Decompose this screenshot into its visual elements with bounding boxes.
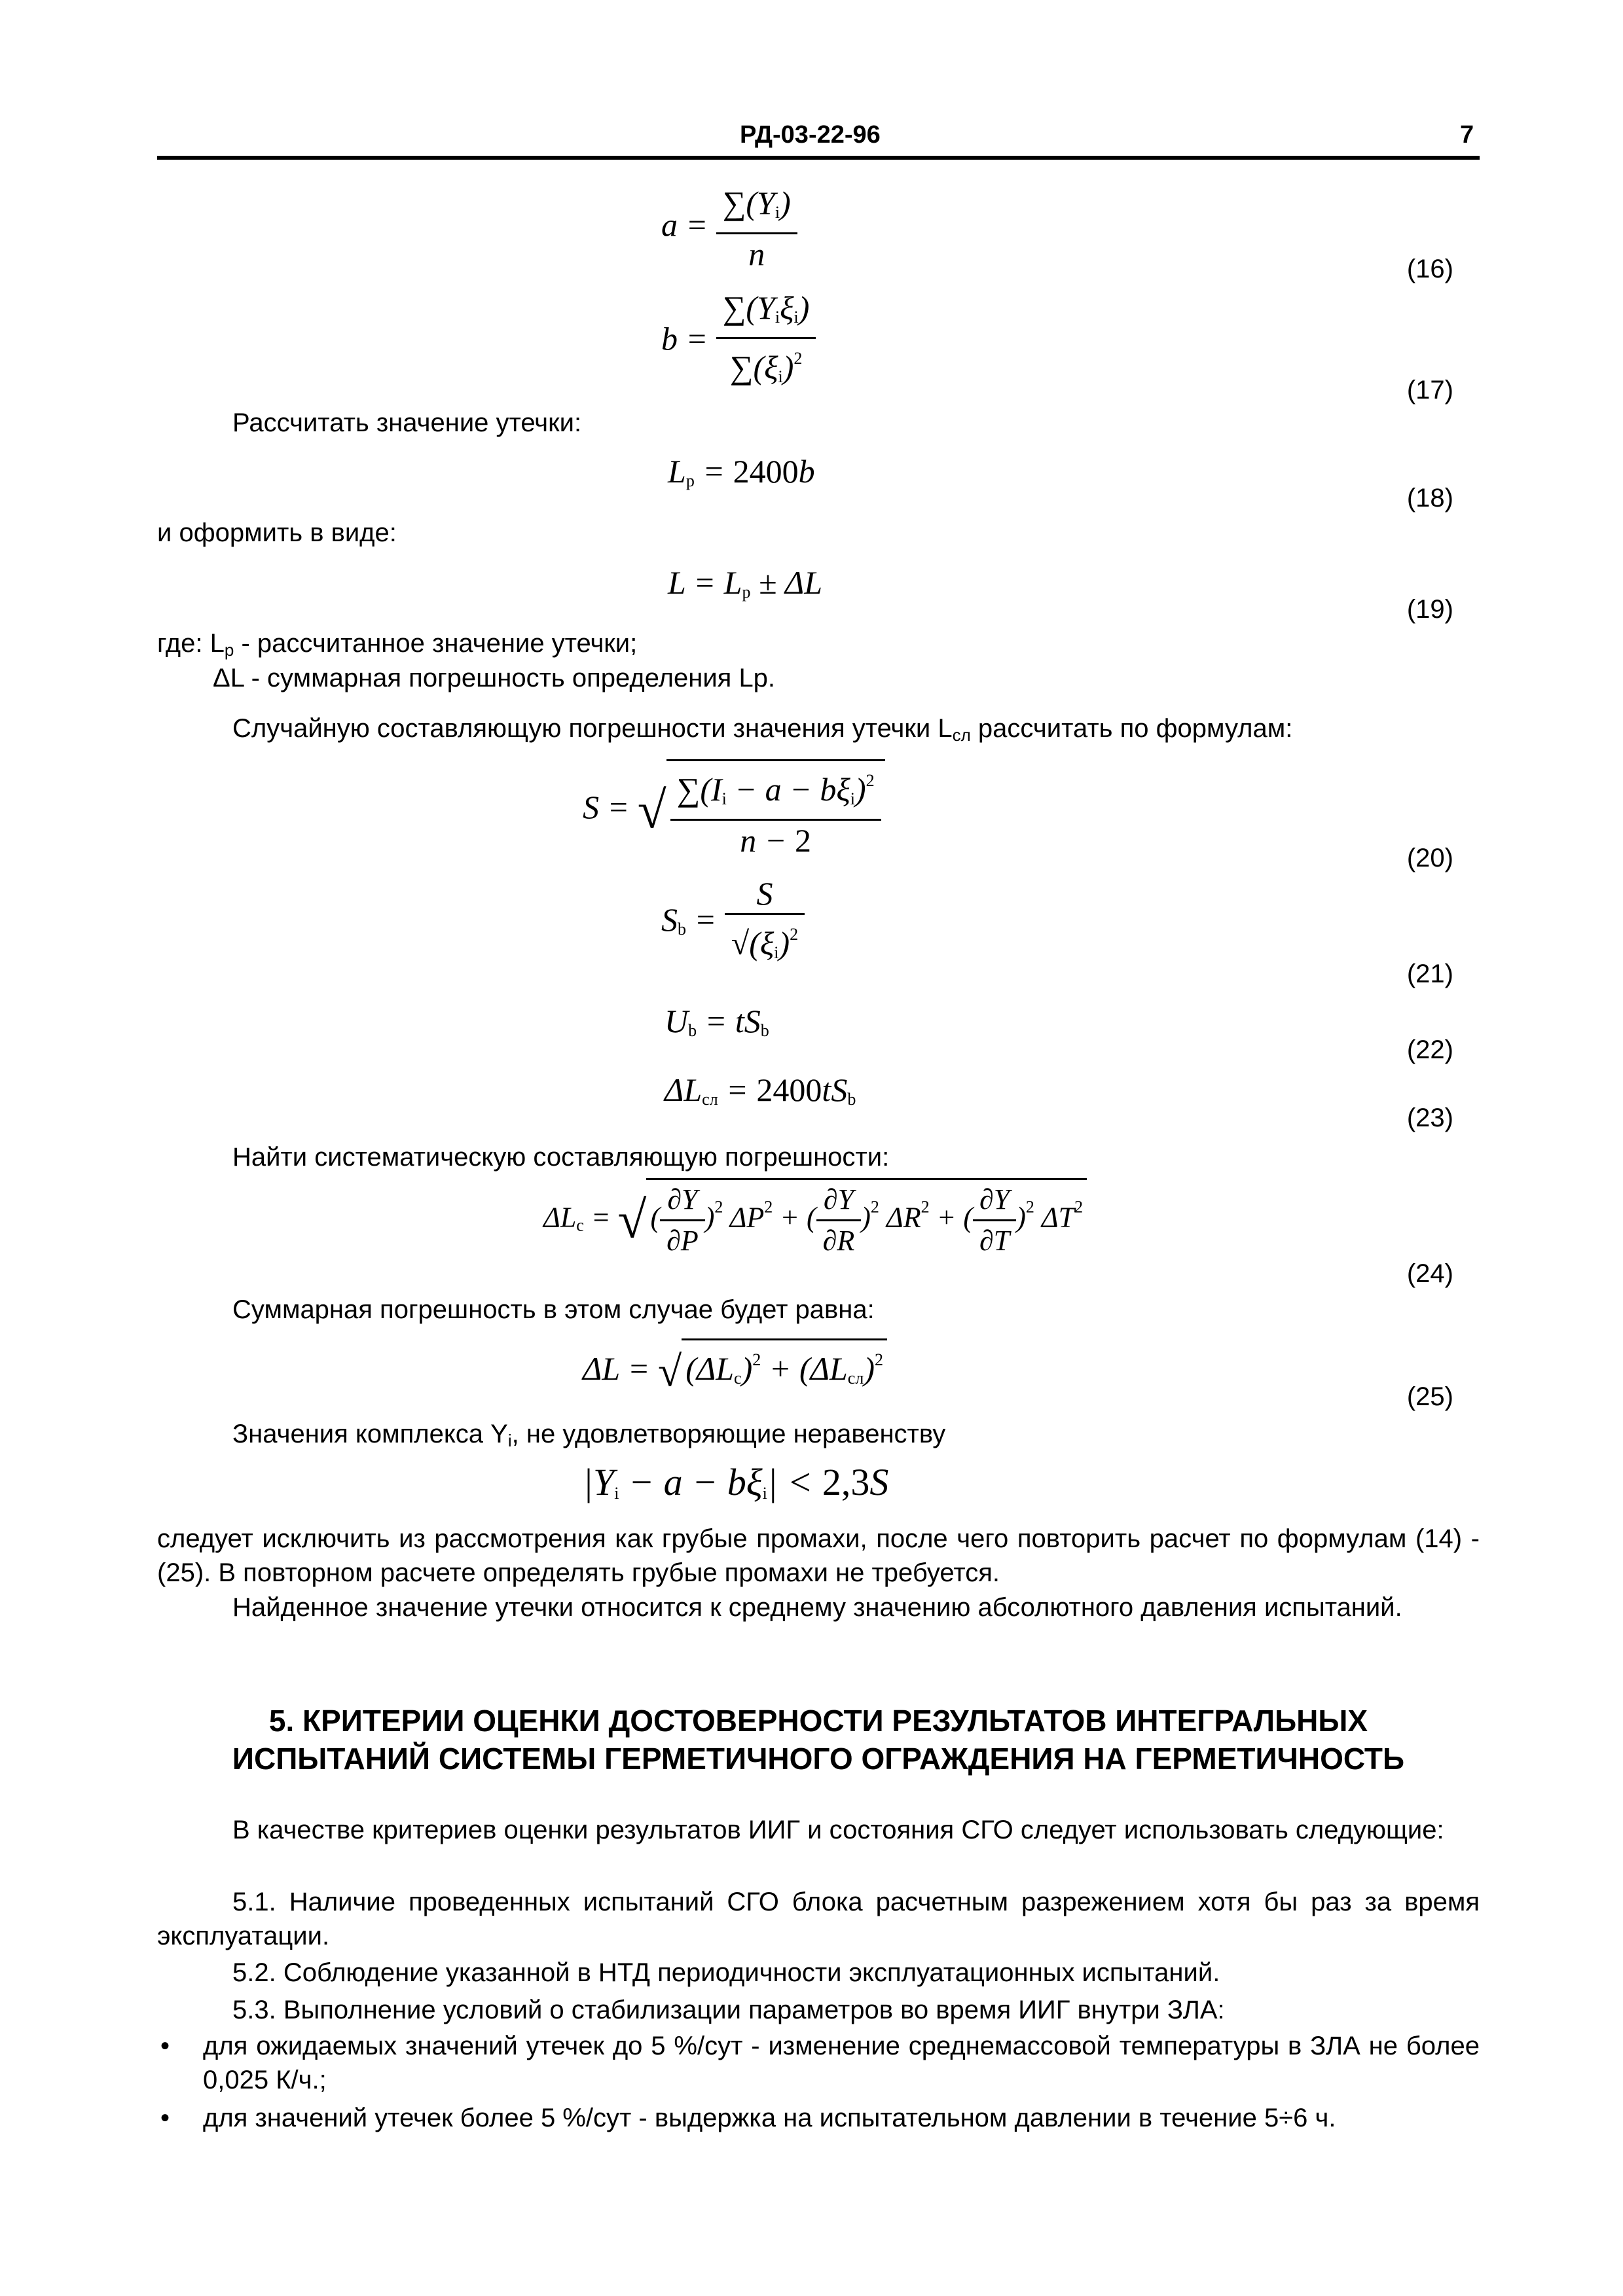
delta-l-definition: ΔL - суммарная погрешность определения Lр. [213, 664, 776, 692]
equation-number-17: (17) [1406, 376, 1453, 404]
equation-number-18: (18) [1406, 484, 1453, 512]
found-value-paragraph: Найденное значение утечки относится к среднему значению абсолютного давления испытаний. [232, 1593, 1402, 1622]
formula-18: $L_p = 2400b$ [668, 453, 815, 490]
calc-leak-text: Рассчитать значение утечки: [232, 408, 582, 437]
equation-number-24: (24) [1406, 1259, 1453, 1288]
where-lp-rest: - рассчитанное значение утечки; [234, 629, 638, 658]
equation-number-19: (19) [1406, 595, 1453, 624]
complex-prefix: Значения комплекса Y [232, 1420, 508, 1448]
bullet-item: для ожидаемых значений утечек до 5 %/сут - изменение среднемассовой температуры в ЗЛА не более 0,025 К/ч.; [203, 2032, 1480, 2094]
bullet-item: для значений утечек более 5 %/сут - выдержка на испытательном давлении в течение 5÷6 ч. [203, 2104, 1336, 2132]
exclude-paragraph: следует исключить из рассмотрения как грубые промахи, после чего повторить расчет по формулам (14) - (25). В повторном расчете определять грубые промахи не требуется. [157, 1524, 1480, 1587]
criterion-5-2: 5.2. Соблюдение указанной в НТД периодичности эксплуатационных испытаний. [232, 1958, 1220, 1987]
doc-code: РД-03-22-96 [740, 121, 881, 149]
formula-23: $\Delta L_{сл} = 2400tS_b$ [665, 1071, 856, 1109]
formula-16: a = $\frac{\sum(Y_i)}{n}$ [661, 183, 797, 274]
where-lp-prefix: где: L [157, 629, 225, 658]
formula-25: ΔL = √ $(\Delta L_c)^2 + (\Delta L_{сл})^2$ [583, 1338, 887, 1398]
formula-24: $\Delta L_c$ = √ ( $\frac{\partial Y}{\partial P}$ )$^2$ $\Delta P^2$ + ( $\frac{\partial Y}{\partial R}$ )$^2$ $\Delta R^2$ + ( $\frac{\partial Y}{\partial T}$ )$^2$ $\Delta T^2$ [543, 1178, 1087, 1261]
format-as-text: и оформить в виде: [157, 518, 397, 547]
criterion-5-1: 5.1. Наличие проведенных испытаний СГО блока расчетным разрежением хотя бы раз за время эксплуатации. [157, 1888, 1480, 1950]
total-error-text: Суммарная погрешность в этом случае будет равна: [232, 1295, 875, 1324]
equation-number-23: (23) [1406, 1103, 1453, 1132]
random-subscript: сл [952, 725, 971, 745]
header-rule [157, 156, 1480, 160]
where-lp-subscript: р [224, 640, 234, 660]
equation-number-22: (22) [1406, 1035, 1453, 1064]
formula-19: $L = L_p \pm \Delta L$ [668, 564, 823, 601]
complex-subscript: i [507, 1431, 512, 1450]
equation-number-20: (20) [1406, 844, 1453, 872]
bullet-marker: • [160, 2104, 170, 2132]
section-5-intro: В качестве критериев оценки результатов ИИГ и состояния СГО следует использовать следующие: [232, 1816, 1444, 1844]
equation-number-16: (16) [1406, 255, 1453, 283]
bullet-marker: • [160, 2032, 170, 2060]
criterion-5-3: 5.3. Выполнение условий о стабилизации параметров во время ИИГ внутри ЗЛА: [232, 1996, 1225, 2024]
section-5-heading-line-1: 5. КРИТЕРИИ ОЦЕНКИ ДОСТОВЕРНОСТИ РЕЗУЛЬТАТОВ ИНТЕГРАЛЬНЫХ [268, 1704, 1368, 1738]
formula-22: $U_b = tS_b$ [665, 1003, 769, 1040]
formula-17: b = $\frac{\sum(Y_i\xi_i)}{\sum(\xi_i)^2}$ [661, 288, 816, 397]
formula-20: S = √ $\frac{\sum(I_i - a - b\xi_i)^2}{n - 2}$ [583, 759, 885, 860]
equation-number-25: (25) [1406, 1382, 1453, 1411]
complex-text [232, 1417, 945, 1458]
complex-rest: , не удовлетворяющие неравенству [511, 1420, 946, 1448]
page-number: 7 [1460, 121, 1474, 149]
equation-number-21: (21) [1406, 960, 1453, 988]
random-rest: рассчитать по формулам: [970, 714, 1293, 743]
systematic-component-text: Найти систематическую составляющую погрешности: [232, 1143, 890, 1172]
section-5-heading-line-2: ИСПЫТАНИЙ СИСТЕМЫ ГЕРМЕТИЧНОГО ОГРАЖДЕНИЯ НА ГЕРМЕТИЧНОСТЬ [232, 1742, 1405, 1776]
formula-21: $S_b$ = $\frac{S}{√(\xi_i)^2}$ [661, 874, 805, 973]
random-component-text [232, 711, 1292, 752]
random-prefix: Случайную составляющую погрешности значения утечки L [232, 714, 953, 743]
inequality-formula: $|Y_i - a - b\xi_i| < 2,3S$ [583, 1461, 889, 1503]
